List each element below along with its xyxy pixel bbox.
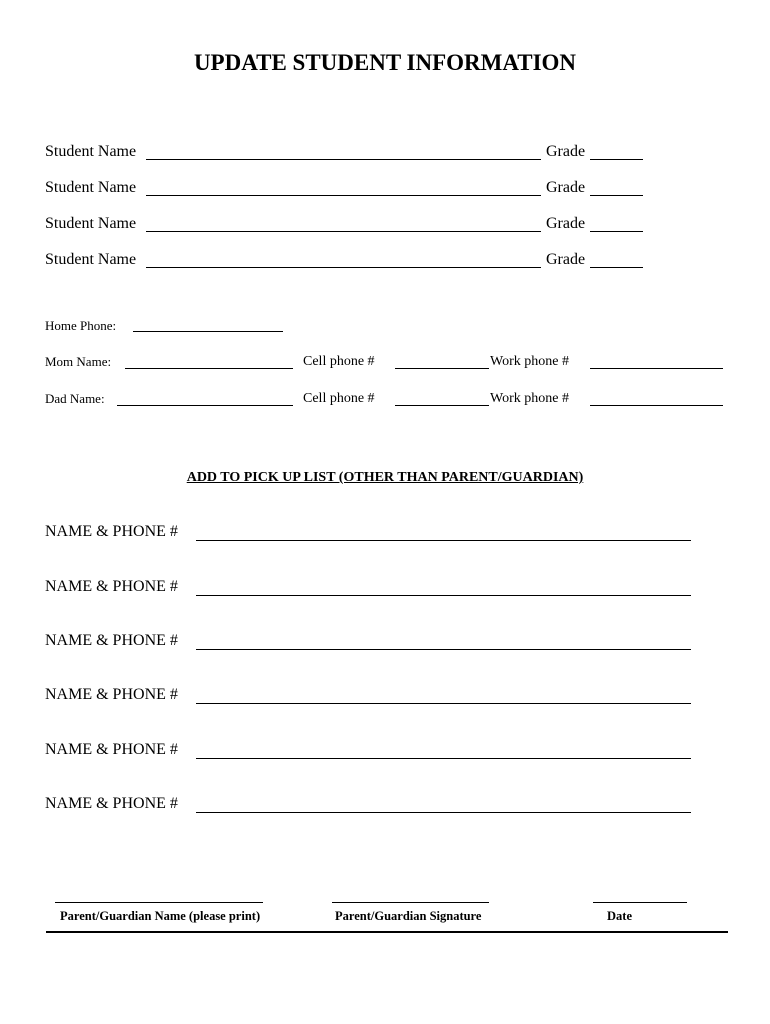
grade-field[interactable] [590,195,643,196]
student-name-field[interactable] [146,159,541,160]
pickup-name-phone-field[interactable] [196,703,691,704]
signature-field[interactable] [332,902,489,903]
grade-field[interactable] [590,267,643,268]
grade-field[interactable] [590,159,643,160]
mom-work-field[interactable] [590,368,723,369]
dad-work-field[interactable] [590,405,723,406]
home-phone-label: Home Phone: [45,318,117,333]
student-name-field[interactable] [146,267,541,268]
pickup-name-phone-field[interactable] [196,758,691,759]
student-name-label: Student Name [45,143,137,160]
student-name-field[interactable] [146,195,541,196]
mom-cell-field[interactable] [395,368,489,369]
student-name-label: Student Name [45,179,137,196]
home-phone-field[interactable] [133,331,283,332]
signature-label: Parent/Guardian Signature [335,909,482,923]
grade-label: Grade [546,215,586,232]
pickup-name-phone-field[interactable] [196,540,691,541]
student-name-field[interactable] [146,231,541,232]
pickup-name-phone-label: NAME & PHONE # [45,741,178,758]
grade-label: Grade [546,143,586,160]
mom-name-label: Mom Name: [45,354,112,369]
dad-name-field[interactable] [117,405,293,406]
pickup-name-phone-label: NAME & PHONE # [45,632,178,649]
pickup-heading: ADD TO PICK UP LIST (OTHER THAN PARENT/GUARDIAN) [186,470,584,485]
student-name-label: Student Name [45,215,137,232]
form-title: UPDATE STUDENT INFORMATION [193,50,577,75]
pickup-name-phone-label: NAME & PHONE # [45,523,178,540]
dad-cell-label: Cell phone # [303,391,375,406]
pickup-name-phone-field[interactable] [196,812,691,813]
print-name-label: Parent/Guardian Name (please print) [60,909,261,923]
grade-label: Grade [546,251,586,268]
grade-label: Grade [546,179,586,196]
student-name-label: Student Name [45,251,137,268]
mom-name-field[interactable] [125,368,293,369]
print-name-field[interactable] [55,902,263,903]
pickup-name-phone-label: NAME & PHONE # [45,578,178,595]
bottom-rule [46,931,728,933]
date-field[interactable] [593,902,687,903]
dad-name-label: Dad Name: [45,391,105,406]
pickup-name-phone-field[interactable] [196,649,691,650]
dad-work-label: Work phone # [490,391,569,406]
pickup-name-phone-label: NAME & PHONE # [45,686,178,703]
mom-work-label: Work phone # [490,354,569,369]
grade-field[interactable] [590,231,643,232]
pickup-name-phone-field[interactable] [196,595,691,596]
date-label: Date [607,909,632,923]
pickup-name-phone-label: NAME & PHONE # [45,795,178,812]
mom-cell-label: Cell phone # [303,354,375,369]
dad-cell-field[interactable] [395,405,489,406]
